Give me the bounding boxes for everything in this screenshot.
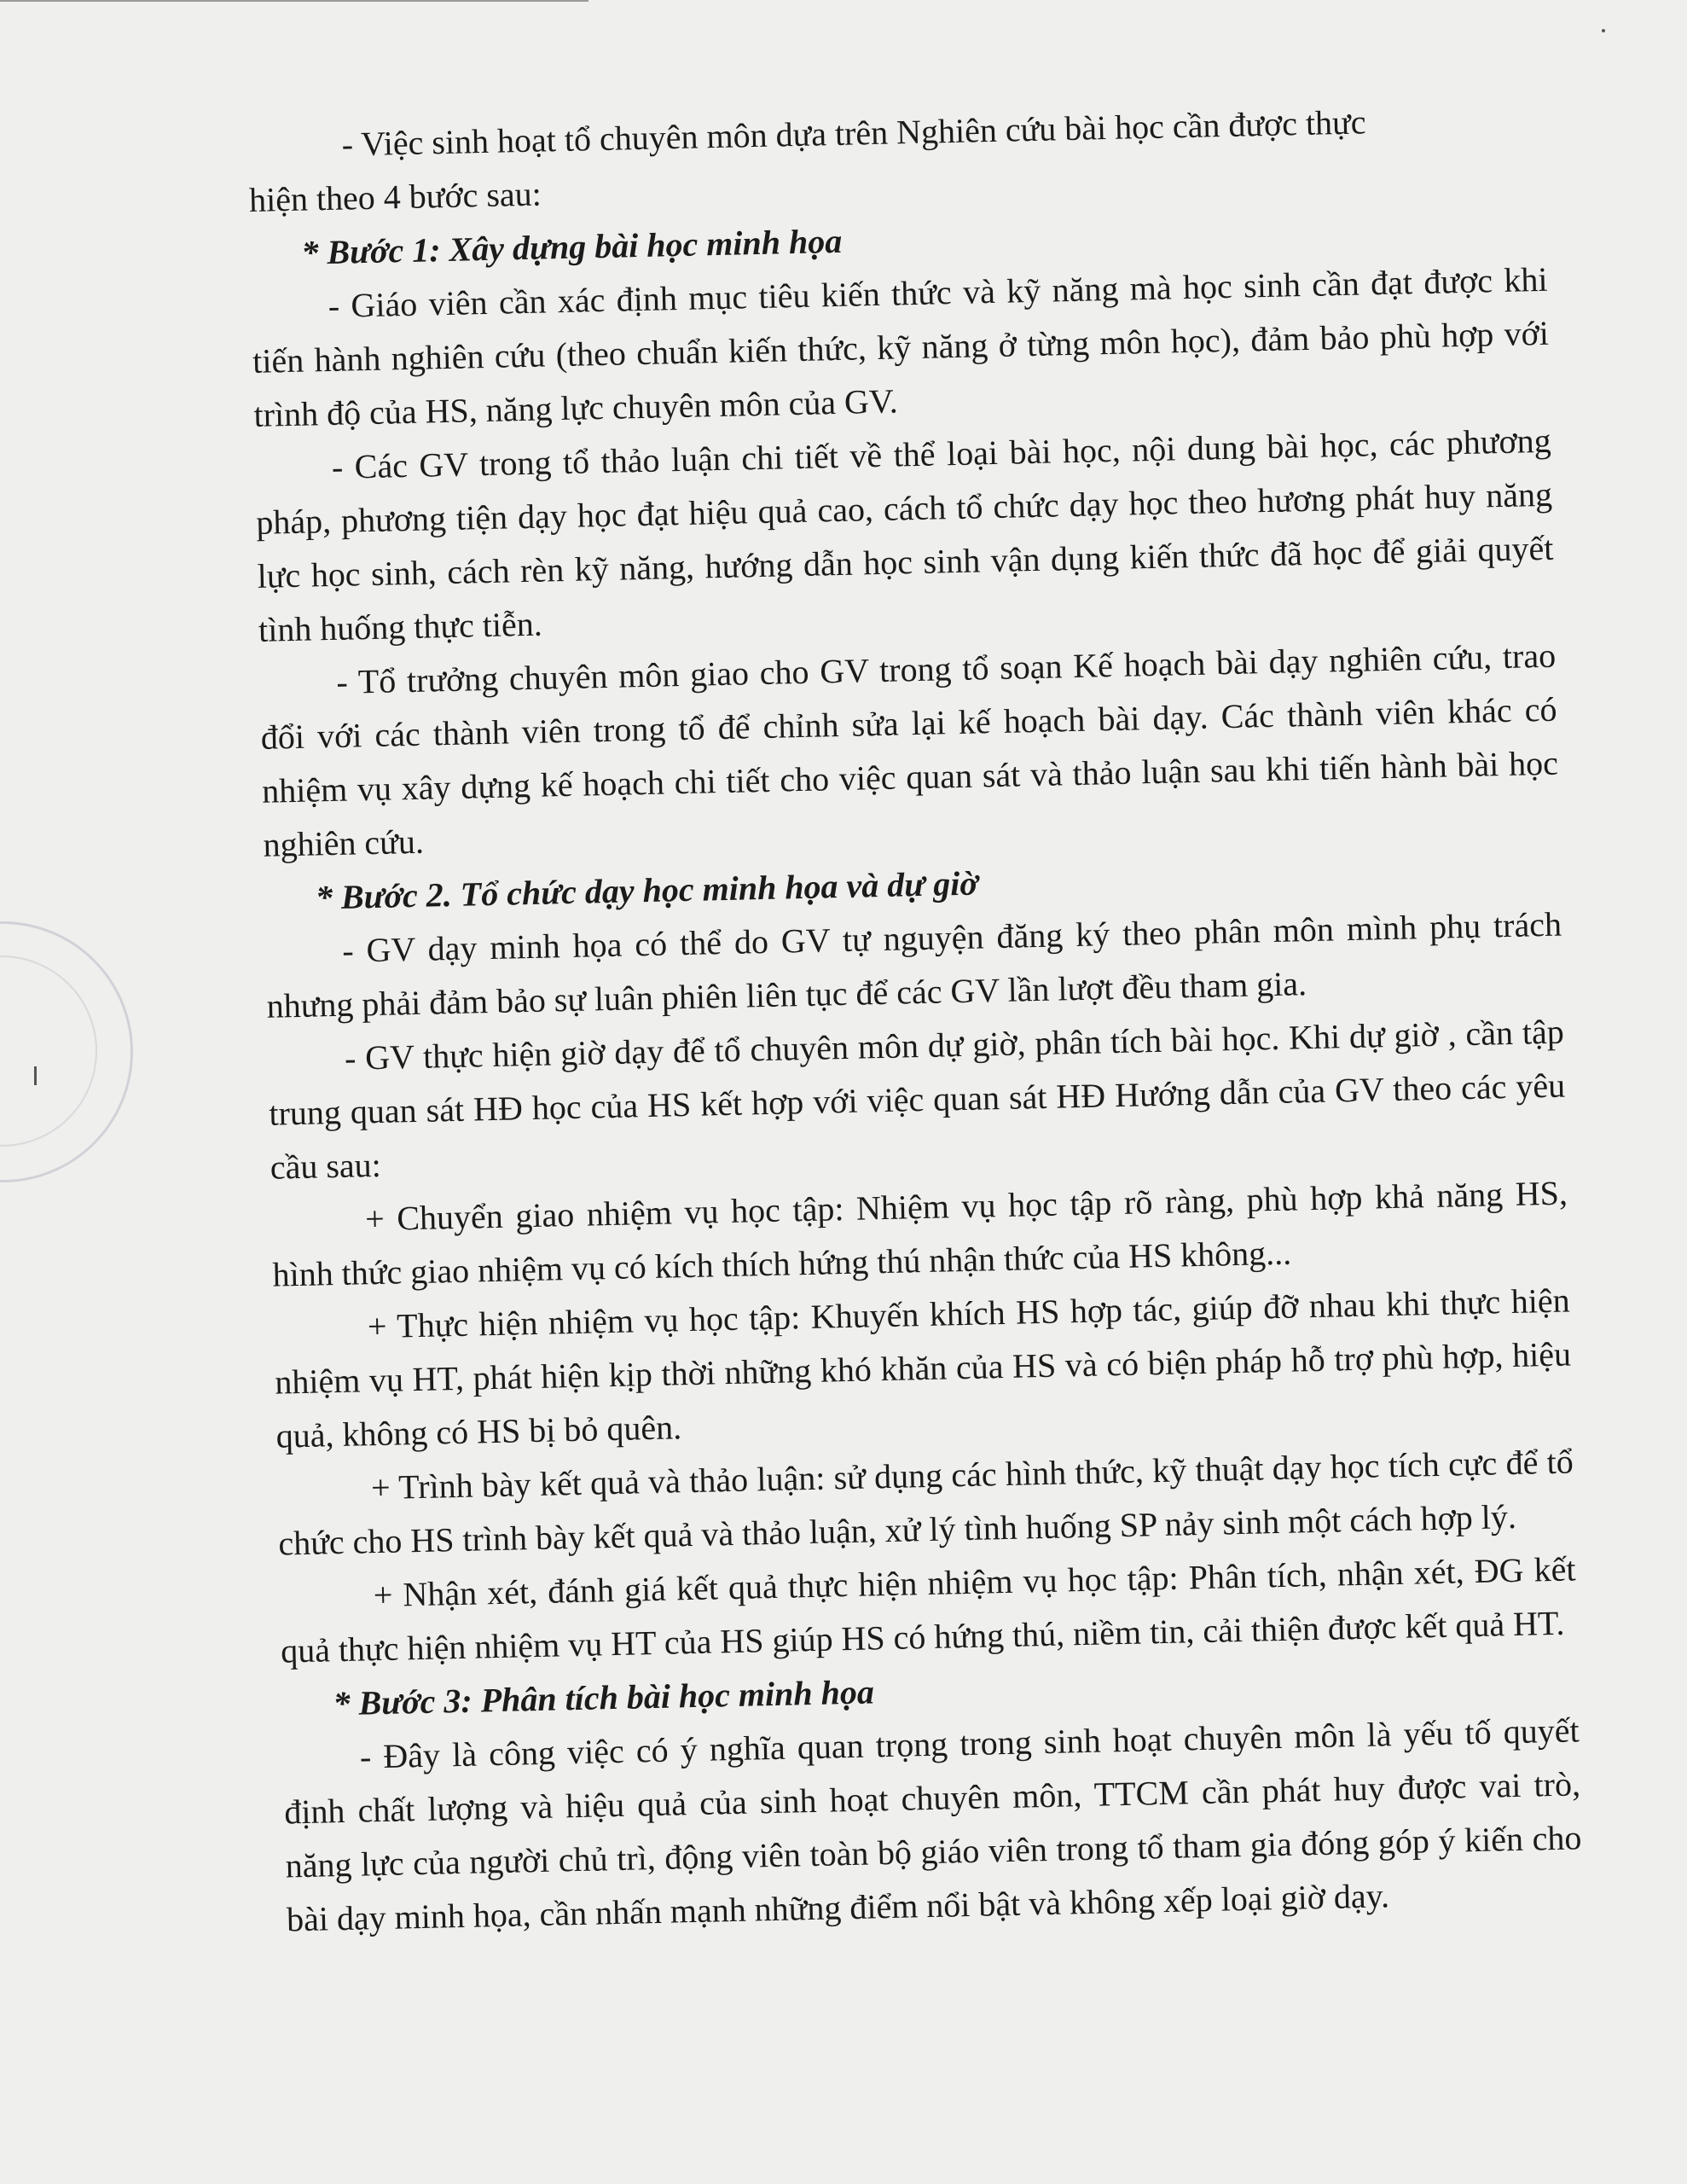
top-scan-rule <box>0 0 588 2</box>
margin-mark <box>34 1066 37 1085</box>
step-3-paragraph-1: - Đây là công việc có ý nghĩa quan trọng trong sinh hoạt chuyên môn là yếu tố quyết định chất lượng và hiệu quả của sinh hoạt chuyên môn, TTCM cần phát huy được vai trò, năng lực của người chủ trì, động viên toàn bộ giáo viên trong tổ tham gia đóng góp ý kiến cho bài dạy minh họa, cần nhấn mạnh những điểm nổi bật và không xếp loại giờ dạy. <box>283 1711 1582 1939</box>
intro-line-2: hiện theo 4 bước sau: <box>248 174 542 219</box>
step-2-item-2: + Thực hiện nhiệm vụ học tập: Khuyến khích HS hợp tác, giúp đỡ nhau khi thực hiện nhiệm vụ HT, phát hiện kịp thời những khó khăn của HS và có biện pháp hỗ trợ phù hợp, hiệu quả, không có HS bị bỏ quên. <box>274 1281 1572 1455</box>
step-1-paragraph-3: - Tổ trưởng chuyên môn giao cho GV trong tổ soạn Kế hoạch bài dạy nghiên cứu, trao đổi với các thành viên trong tổ để chỉnh sửa lại kế hoạch bài dạy. Các thành viên khác có nhiệm vụ xây dựng kế hoạch chi tiết cho việc quan sát và thảo luận sau khi tiến hành bài học nghiên cứu. <box>260 636 1559 864</box>
step-2-paragraph-2: - GV thực hiện giờ dạy để tổ chuyên môn dự giờ, phân tích bài học. Khi dự giờ , cần tập trung quan sát HĐ học của HS kết hợp với việc quan sát HĐ Hướng dẫn của GV theo các yêu cầu sau: <box>268 1012 1566 1187</box>
step-2-item-1: + Chuyển giao nhiệm vụ học tập: Nhiệm vụ học tập rõ ràng, phù hợp khả năng HS, hình thức giao nhiệm vụ có kích thích hứng thú nhận thức của HS không... <box>272 1173 1568 1294</box>
step-2-paragraph-1: - GV dạy minh họa có thể do GV tự nguyện đăng ký theo phân môn mình phụ trách nhưng phải đảm bảo sự luân phiên liên tục để các GV lần lượt đều tham gia. <box>266 904 1562 1025</box>
step-2-item-4: + Nhận xét, đánh giá kết quả thực hiện nhiệm vụ học tập: Phân tích, nhận xét, ĐG kết quả thực hiện nhiệm vụ HT của HS giúp HS có hứng thú, niềm tin, cải thiện được kết quả HT. <box>280 1549 1576 1670</box>
document-page <box>247 91 1583 1947</box>
step-3-heading: * Bước 3: Phân tích bài học minh họa <box>333 1672 875 1723</box>
scan-speck <box>1602 29 1605 32</box>
step-1-paragraph-2: - Các GV trong tổ thảo luận chi tiết về thể loại bài học, nội dung bài học, các phương pháp, phương tiện dạy học đạt hiệu quả cao, cách tổ chức dạy học theo hương phát huy năng lực học sinh, cách rèn kỹ năng, hướng dẫn học sinh vận dụng kiến thức đã học để giải quyết tình huống thực tiễn. <box>255 421 1554 649</box>
step-1-paragraph-1: - Giáo viên cần xác định mục tiêu kiến thức và kỹ năng mà học sinh cần đạt được khi tiến hành nghiên cứu (theo chuẩn kiến thức, kỹ năng ở từng môn học), đảm bảo phù hợp với trình độ của HS, năng lực chuyên môn của GV. <box>252 259 1550 434</box>
step-2-item-3: + Trình bày kết quả và thảo luận: sử dụng các hình thức, kỹ thuật dạy học tích cực để tổ chức cho HS trình bày kết quả và thảo luận, xử lý tình huống SP nảy sinh một cách hợp lý. <box>277 1442 1574 1563</box>
intro-line-1: - Việc sinh hoạt tổ chuyên môn dựa trên Nghiên cứu bài học cần được thực <box>341 102 1366 164</box>
step-1-heading: * Bước 1: Xây dựng bài học minh họa <box>300 221 843 272</box>
step-2-heading: * Bước 2. Tổ chức dạy học minh họa và dự giờ <box>315 863 979 917</box>
